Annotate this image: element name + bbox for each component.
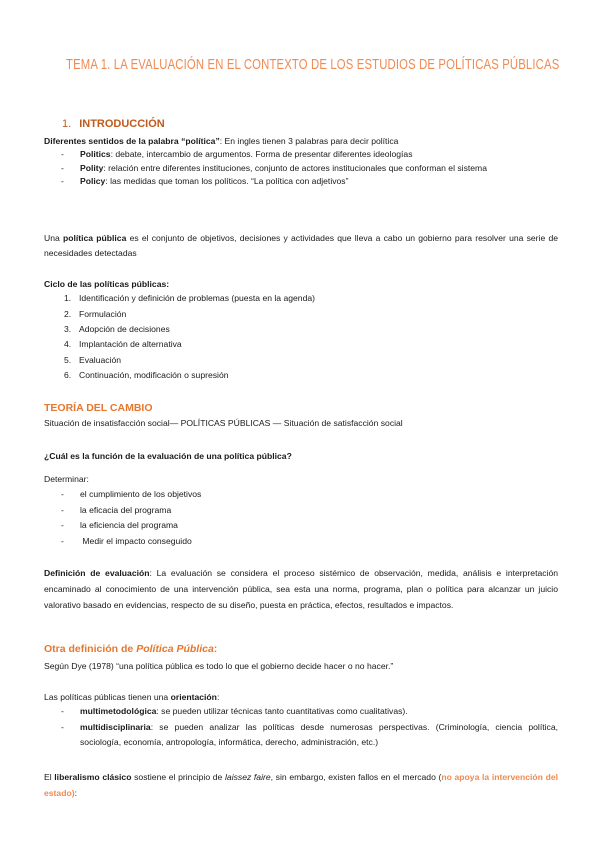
determine-label: Determinar: bbox=[44, 474, 89, 484]
change-theory-line: Situación de insatisfacción social— POLÍTICAS PÚBLICAS — Situación de satisfacción social bbox=[44, 418, 403, 428]
cycle-text: Adopción de decisiones bbox=[79, 323, 170, 334]
senses-lead bbox=[44, 135, 558, 148]
sense-text: : las medidas que toman los políticos. “La política con adjetivos” bbox=[105, 175, 349, 186]
def-rest: es el conjunto de objetivos, decisiones y actividades que lleva a cabo un gobierno para resolver una serie de necesidades detectadas bbox=[44, 233, 559, 259]
list-item bbox=[44, 353, 558, 368]
evaluation-bold: Definición de evaluación bbox=[44, 568, 150, 578]
lib-pre: El bbox=[44, 772, 55, 782]
list-item bbox=[44, 175, 558, 188]
lib-end: : bbox=[74, 787, 77, 798]
list-item: - el cumplimiento de los objetivos bbox=[44, 487, 558, 502]
determine-block bbox=[44, 472, 558, 549]
list-item bbox=[44, 720, 558, 751]
orientation-lead bbox=[44, 691, 558, 704]
sense-text: : debate, intercambio de argumentos. Forma de presentar diferentes ideologías bbox=[110, 149, 413, 160]
cycle-text: Identificación y definición de problemas (puesta en la agenda) bbox=[79, 293, 316, 304]
lib-bold: liberalismo clásico bbox=[54, 772, 132, 782]
cycle-text: Formulación bbox=[79, 308, 127, 319]
section-heading-introduction bbox=[62, 116, 576, 133]
evaluation-question: ¿Cuál es la función de la evaluación de una política pública? bbox=[44, 451, 292, 461]
list-item bbox=[44, 307, 558, 322]
orientation-list bbox=[44, 704, 558, 750]
def-bold: política pública bbox=[62, 233, 127, 243]
orientation-bold: orientación bbox=[170, 692, 217, 702]
evaluation-definition bbox=[44, 566, 558, 614]
list-item bbox=[44, 291, 558, 306]
cycle-text: Implantación de alternativa bbox=[79, 339, 182, 350]
lib-mid: sostiene el principio de bbox=[131, 772, 225, 782]
cycle-number: 4. bbox=[64, 339, 72, 350]
sense-term: Politics bbox=[80, 149, 111, 160]
orientation-block bbox=[44, 691, 558, 751]
cycle-number: 2. bbox=[64, 308, 72, 319]
def-pre: Una bbox=[44, 233, 63, 243]
cycle-heading: Ciclo de las políticas públicas: bbox=[44, 279, 170, 289]
cycle-number: 6. bbox=[64, 369, 72, 380]
section-heading-text: INTRODUCCIÓN bbox=[79, 118, 165, 130]
cycle-number: 5. bbox=[64, 354, 72, 365]
orientation-pre: Las políticas públicas tienen una bbox=[44, 692, 171, 702]
cycle-number: 3. bbox=[64, 323, 72, 334]
orientation-term: multidisciplinaria bbox=[80, 721, 151, 732]
orientation-post: : bbox=[216, 692, 220, 702]
document-title: TEMA 1. LA EVALUACIÓN EN EL CONTEXTO DE LOS ESTUDIOS DE POLÍTICAS PÚBLICAS bbox=[66, 57, 560, 73]
public-policy-definition bbox=[44, 231, 558, 262]
sense-term: Policy bbox=[80, 175, 106, 186]
list-item bbox=[44, 704, 558, 719]
lib-orange: no apoya la intervención del estado) bbox=[44, 772, 558, 798]
list-item: - Medir el impacto conseguido bbox=[44, 534, 558, 549]
other-def-em: Política Pública bbox=[136, 643, 214, 655]
senses-lead-bold: Diferentes sentidos de la palabra “política” bbox=[44, 136, 220, 146]
section-number: 1. bbox=[62, 118, 72, 130]
cycle-text: Evaluación bbox=[79, 354, 122, 365]
change-theory-heading: TEORÍA DEL CAMBIO bbox=[44, 402, 153, 414]
dye-quote: Según Dye (1978) “una política pública es todo lo que el gobierno decide hacer o no hacer.” bbox=[44, 661, 394, 671]
orientation-term: multimetodológica bbox=[80, 706, 157, 717]
list-item: - la eficacia del programa bbox=[44, 503, 558, 518]
other-def-pre: Otra definición de bbox=[44, 643, 137, 655]
list-item: - la eficiencia del programa bbox=[44, 518, 558, 533]
lib-italic: laissez faire bbox=[225, 772, 271, 782]
senses-list bbox=[44, 148, 558, 188]
senses-block bbox=[44, 135, 558, 188]
list-item bbox=[44, 337, 558, 352]
orientation-text: : se pueden utilizar técnicas tanto cuantitativas como cualitativas). bbox=[156, 706, 408, 717]
list-item bbox=[44, 162, 558, 175]
other-def-post: : bbox=[213, 643, 218, 655]
cycle-block bbox=[44, 278, 558, 383]
sense-term: Polity bbox=[80, 162, 104, 173]
liberalism-paragraph bbox=[44, 770, 558, 802]
cycle-number: 1. bbox=[64, 293, 72, 304]
list-item bbox=[44, 322, 558, 337]
cycle-text: Continuación, modificación o supresión bbox=[79, 369, 229, 380]
other-definition-heading bbox=[44, 641, 558, 657]
list-item bbox=[44, 368, 558, 383]
evaluation-text: : La evaluación se considera el proceso sistémico de observación, medida, análisis e interpretación encaminado al conocimiento de una intervención pública, sea esta una norma, programa, plan o política para alcanzar un juicio valorativo basado en evidencias, respecto de su diseño, puesta en práctica, efectos, resultados e impactos. bbox=[44, 568, 558, 610]
sense-text: : relación entre diferentes instituciones, conjunto de actores institucionales que conforman el sistema bbox=[103, 162, 487, 173]
cycle-list bbox=[44, 291, 558, 383]
senses-lead-rest: : En ingles tienen 3 palabras para decir política bbox=[219, 136, 399, 146]
list-item bbox=[44, 148, 558, 161]
determine-list bbox=[44, 487, 558, 549]
lib-post: , sin embargo, existen fallos en el mercado ( bbox=[270, 772, 442, 782]
orientation-text: : se pueden analizar las políticas desde numerosas perspectivas. (Criminología, ciencia política, sociología, economía, antropología, informática, derecho, administración, etc.) bbox=[80, 721, 558, 748]
